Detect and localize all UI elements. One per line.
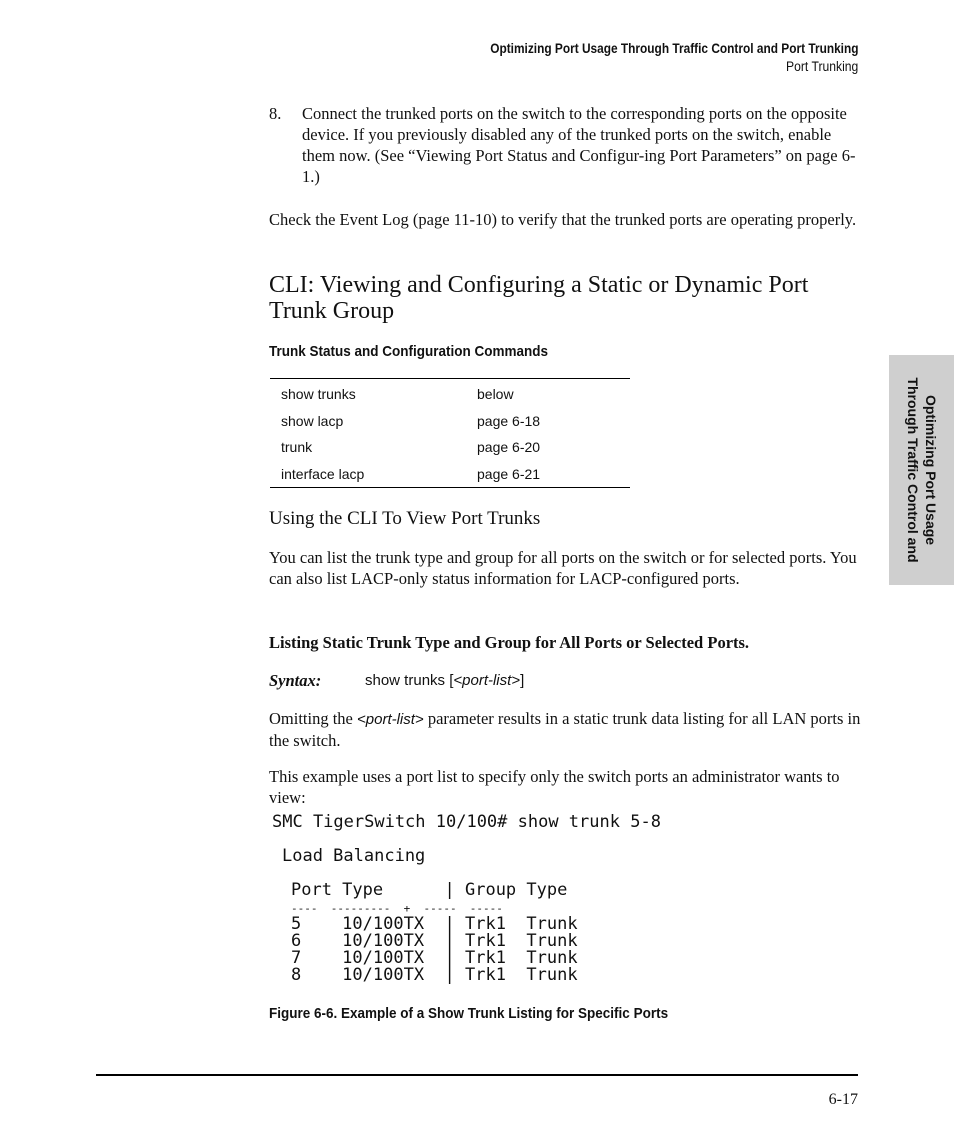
reference-cell: page 6-18: [477, 412, 541, 429]
syntax-command-suffix: ]: [520, 672, 525, 689]
bold-heading: Listing Static Trunk Type and Group for All Ports or Selected Ports.: [269, 633, 750, 652]
example-paragraph: This example uses a port list to specify only the switch ports an administrator wants to view:: [269, 767, 840, 807]
command-cell: trunk: [281, 439, 313, 456]
cli-header-line: Port Type | Group Type: [291, 880, 568, 900]
table-row: [270, 461, 630, 488]
omit-param: <port-list>: [357, 711, 424, 728]
reference-cell: page 6-21: [477, 465, 541, 482]
cli-row: 7 10/100TX | Trk1 Trunk: [291, 948, 578, 968]
page-number: 6-17: [828, 1091, 858, 1108]
omit-text-after: parameter results in a static trunk data listing for all LAN ports in the switch.: [269, 709, 861, 750]
command-cell: show lacp: [281, 412, 344, 429]
reference-cell: below: [477, 386, 514, 403]
list-paragraph: You can list the trunk type and group for all ports on the switch or for selected ports. You can also list LACP-only status information for LACP-configured ports.: [269, 548, 857, 588]
reference-cell: page 6-20: [477, 439, 541, 456]
running-header-section: Port Trunking: [785, 59, 858, 74]
side-tab-label: [904, 355, 940, 585]
step-number: 8.: [269, 104, 282, 123]
omit-paragraph: [269, 708, 861, 751]
command-cell: interface lacp: [281, 465, 365, 482]
section-title: CLI: Viewing and Configuring a Static or Dynamic Port Trunk Group: [269, 272, 809, 324]
footer-rule: [96, 1074, 858, 1076]
table-row: [270, 434, 630, 461]
cli-separator-line: ---- --------- + ----- -----: [291, 902, 503, 915]
syntax-command: [365, 672, 524, 689]
figure-caption: Figure 6-6. Example of a Show Trunk Listing for Specific Ports: [269, 1005, 669, 1022]
side-tab-line-2: Through Traffic Control and: [904, 377, 921, 563]
running-header-chapter: Optimizing Port Usage Through Traffic Control and Port Trunking: [489, 41, 858, 56]
table-row: [270, 408, 630, 435]
command-cell: show trunks: [281, 386, 356, 403]
cli-row: 5 10/100TX | Trk1 Trunk: [291, 914, 578, 934]
cli-row: 6 10/100TX | Trk1 Trunk: [291, 931, 578, 951]
commands-table: [270, 378, 630, 488]
chapter-side-tab: [889, 355, 954, 585]
omit-text-before: Omitting the: [269, 709, 357, 728]
side-tab-line-1: Optimizing Port Usage: [922, 394, 939, 546]
table-title: Trunk Status and Configuration Commands: [269, 343, 549, 360]
subsection-title: Using the CLI To View Port Trunks: [269, 508, 541, 529]
cli-prompt-line: SMC TigerSwitch 10/100# show trunk 5-8: [272, 812, 661, 832]
cli-row: 8 10/100TX | Trk1 Trunk: [291, 965, 578, 985]
table-row: [270, 379, 630, 408]
syntax-command-prefix: show trunks [: [365, 672, 454, 689]
syntax-param: <port-list>: [453, 672, 521, 689]
cli-section-line: Load Balancing: [282, 846, 426, 866]
step-text: Connect the trunked ports on the switch to the corresponding ports on the opposite device. If you previously disabled any of the trunked ports on the switch, enable them now. (See “Viewing Port Status and Configur-ing Port Parameters” on page 6-1.): [302, 104, 856, 186]
event-log-paragraph: Check the Event Log (page 11-10) to verify that the trunked ports are operating properly.: [269, 210, 857, 229]
syntax-label: Syntax:: [269, 671, 322, 690]
